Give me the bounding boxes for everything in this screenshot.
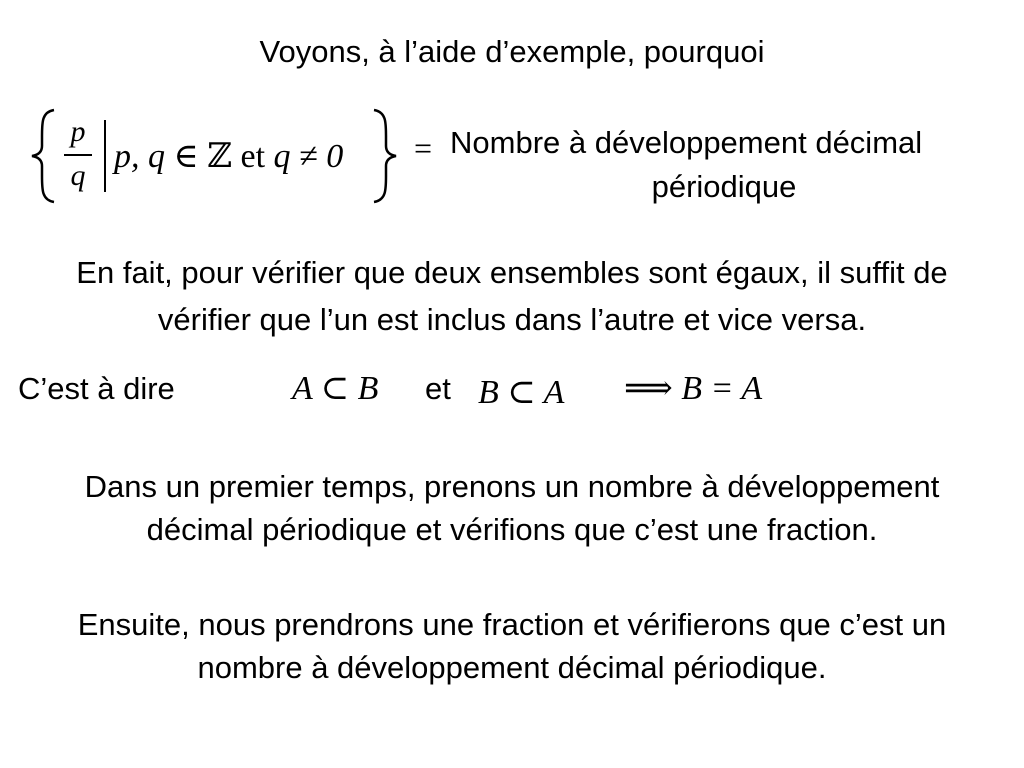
result-line-1: Nombre à développement décimal [450, 125, 923, 160]
set-condition [114, 136, 343, 176]
cest-a-dire-label: C’est à dire [18, 371, 175, 406]
such-that-bar [104, 120, 106, 192]
left-brace-icon [30, 108, 58, 204]
paragraph-1-line-2: vérifier que l’un est inclus dans l’autre et vice versa. [157, 302, 867, 337]
paragraph-3-line-2: nombre à développement décimal périodique. [197, 650, 827, 685]
rational-set-expression [30, 108, 400, 204]
numerator: p [70, 115, 86, 148]
formula-a-subset-b: A ⊂ B [292, 370, 379, 407]
paragraph-2-line-2: décimal périodique et vérifions que c’est une fraction. [146, 512, 878, 547]
conjunction: et [232, 138, 274, 175]
et-label: et [425, 371, 451, 406]
denominator: q [70, 159, 86, 192]
set-vars: p, q ∈ [114, 138, 208, 175]
equals-sign: = [414, 130, 433, 166]
implication-b-equals-a: ⟹ B = A [624, 370, 763, 407]
formula-b-subset-a: B ⊂ A [478, 374, 565, 411]
paragraph-1-line-1: En fait, pour vérifier que deux ensembles sont égaux, il suffit de [76, 255, 948, 290]
nonzero-condition: q ≠ 0 [273, 138, 344, 175]
result-line-2: périodique [651, 169, 797, 204]
fraction-bar [64, 154, 92, 156]
intro-text: Voyons, à l’aide d’exemple, pourquoi [259, 34, 765, 69]
paragraph-3-line-1: Ensuite, nous prendrons une fraction et vérifierons que c’est un [77, 607, 947, 642]
integers-symbol: ℤ [207, 138, 232, 175]
paragraph-2-line-1: Dans un premier temps, prenons un nombre à développement [84, 469, 940, 504]
fraction-p-over-q [60, 114, 96, 192]
right-brace-icon [370, 108, 398, 204]
